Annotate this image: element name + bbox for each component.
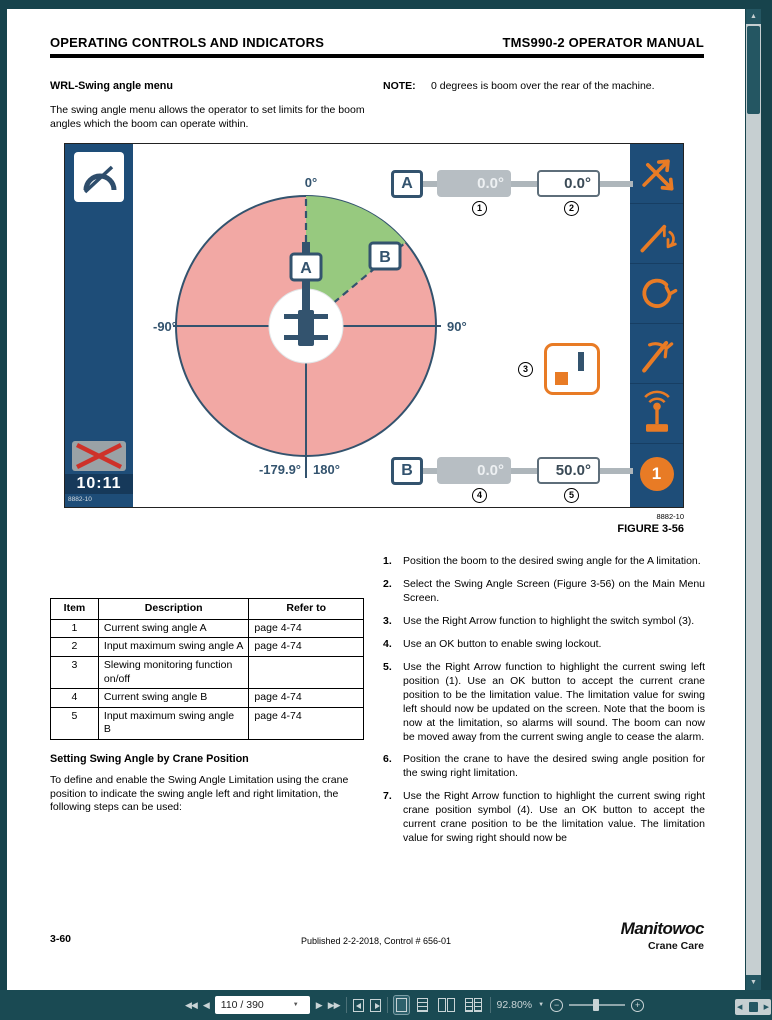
ball-badge: 1 [640, 457, 674, 491]
crossed-out-icon [72, 441, 126, 471]
sidebar-icon-remote-control [630, 384, 683, 444]
connector-line [423, 181, 437, 187]
scroll-left-button[interactable]: ◀ [737, 1004, 743, 1011]
zoom-caret-icon[interactable]: ▼ [538, 1002, 545, 1008]
sidebar-status-stack [65, 441, 133, 504]
intro-paragraph: The swing angle menu allows the operator to set limits for the boom angles which the boom can operate within. [50, 103, 365, 130]
marker-b-label: B [379, 249, 391, 266]
publish-line: Published 2-2-2018, Control # 656-01 [300, 936, 452, 946]
display-left-sidebar [65, 144, 133, 507]
readout-b-current-value: 0.0° [437, 457, 511, 484]
procedure-steps [383, 555, 705, 855]
dial-label-neg90: -90° [153, 319, 177, 334]
callout-4: 4 [472, 488, 487, 503]
page-number: 3-60 [50, 933, 72, 945]
figure-title: FIGURE 3-56 [617, 523, 684, 535]
next-page-button[interactable]: ▶ [315, 999, 322, 1010]
callout-1: 1 [472, 201, 487, 216]
connector-line [511, 468, 537, 474]
zoom-level-display[interactable]: 92.80% [496, 999, 533, 1011]
table-row: 3 Slewing monitoring function on/off [51, 656, 364, 688]
scroll-down-button[interactable]: ▼ [746, 975, 761, 990]
table-row: 5 Input maximum swing angle B page 4-74 [51, 707, 364, 739]
vertical-scrollbar[interactable] [746, 9, 761, 990]
figure-caption [64, 512, 684, 535]
section-heading-setting: Setting Swing Angle by Crane Position [50, 753, 249, 766]
readout-a-current-value: 0.0° [437, 170, 511, 197]
page-caret-icon[interactable]: ▼ [292, 1002, 299, 1008]
readout-a-letter: A [391, 170, 423, 198]
scroll-up-button[interactable]: ▲ [746, 9, 761, 24]
list-item: 6. Position the crane to have the desired swing angle position for the swing right limitation. [383, 753, 705, 780]
figure-3-56 [64, 143, 684, 508]
readout-b-max-value: 50.0° [537, 457, 600, 484]
section-paragraph: To define and enable the Swing Angle Limitation using the crane position to indicate the swing angle left and right limitation, the following steps can be used: [50, 774, 349, 814]
display-main-area [133, 144, 630, 507]
document-page [7, 9, 745, 990]
figure-code: 8882-10 [656, 512, 684, 521]
col-item: Item [51, 599, 99, 620]
col-description: Description [98, 599, 249, 620]
list-item: 7. Use the Right Arrow function to highlight the current swing right crane position symbol (4). Use an OK button to accept the current crane position to be the limitation value. The limitation value for swing right should now be [383, 790, 705, 845]
next-view-button[interactable] [370, 999, 381, 1012]
toolbar-divider [387, 997, 388, 1013]
table-header-row [51, 599, 364, 620]
note-block [383, 79, 705, 93]
callout-3: 3 [518, 362, 533, 377]
marker-a-label: A [300, 260, 312, 277]
dial-label-neg180: -179.9° [258, 462, 301, 477]
item-table [50, 598, 364, 740]
last-page-button[interactable]: ▶▶ [327, 999, 340, 1010]
readout-b-letter: B [391, 457, 423, 485]
readout-a-max-value: 0.0° [537, 170, 600, 197]
readout-b [391, 457, 641, 505]
manitowoc-logo [621, 919, 704, 952]
connector-line [600, 468, 633, 474]
note-label: NOTE: [383, 80, 416, 92]
connector-line [600, 181, 633, 187]
readout-a [391, 170, 641, 218]
slewing-monitor-switch-icon [544, 343, 600, 395]
brand-subtitle: Crane Care [647, 940, 704, 952]
header-left-title: OPERATING CONTROLS AND INDICATORS [50, 35, 325, 50]
zoom-out-button[interactable]: − [550, 999, 563, 1012]
scrollbar-thumb[interactable] [747, 26, 760, 114]
window-top-bar [0, 0, 772, 9]
callout-2: 2 [564, 201, 579, 216]
header-rule [50, 54, 704, 58]
list-item: 5. Use the Right Arrow function to highlight the current swing left position (1). Use an OK button to accept the current crane position to be the limitation value. The limitation value for swing left should now be updated on the screen. Note that the boom is now at the limitation, so alarms will sound. The boom can now be moved away from the current swing angle to cease the alarm. [383, 660, 705, 743]
scroll-right-button[interactable]: ▶ [763, 1004, 769, 1011]
connector-line [511, 181, 537, 187]
view-single-page-button[interactable] [394, 996, 409, 1014]
page-number-input[interactable] [221, 999, 293, 1011]
horizontal-scrollbar-thumb[interactable] [749, 1002, 758, 1012]
sidebar-icon-boom-angle [630, 324, 683, 384]
list-item: 2. Select the Swing Angle Screen (Figure 3-56) on the Main Menu Screen. [383, 577, 705, 604]
view-continuous-facing-button[interactable] [463, 996, 484, 1014]
table-row: 2 Input maximum swing angle A page 4-74 [51, 638, 364, 657]
horizontal-scrollbar[interactable] [735, 999, 771, 1015]
pdf-toolbar [0, 990, 772, 1020]
first-page-button[interactable]: ◀◀ [185, 999, 197, 1010]
page-number-box[interactable] [215, 996, 310, 1014]
callout-5: 5 [564, 488, 579, 503]
header-right-title: TMS990-2 OPERATOR MANUAL [502, 35, 704, 50]
connector-line [423, 468, 437, 474]
dial-label-0: 0° [304, 175, 318, 190]
swing-arch-glyph [77, 156, 121, 198]
list-item: 4. Use an OK button to enable swing lockout. [383, 637, 602, 650]
zoom-slider[interactable] [569, 1004, 625, 1006]
dial-label-180: 180° [313, 462, 340, 477]
running-header [50, 35, 704, 50]
dial-label-90: 90° [447, 319, 467, 334]
section-heading-wrl: WRL-Swing angle menu [50, 80, 173, 92]
intro-section [50, 79, 368, 131]
swing-angle-menu-icon [74, 152, 124, 202]
carbody-symbol [298, 310, 314, 346]
list-item: 1. Position the boom to the desired swing angle for the A limitation. [383, 555, 701, 567]
zoom-slider-thumb[interactable] [593, 999, 599, 1011]
view-facing-button[interactable] [436, 996, 457, 1014]
toolbar-divider [346, 997, 347, 1013]
previous-page-button[interactable]: ◀ [202, 999, 209, 1010]
sidebar-icon-swing-rotate [630, 264, 683, 324]
screen-code: 8882-10 [68, 496, 92, 503]
left-column [50, 598, 364, 815]
table-row: 4 Current swing angle B page 4-74 [51, 689, 364, 708]
zoom-in-button[interactable]: + [631, 999, 644, 1012]
window-right-edge [761, 0, 772, 990]
col-refer: Refer to [249, 599, 364, 620]
switch-off-square [555, 372, 568, 385]
previous-view-button[interactable] [353, 999, 364, 1012]
display-clock: 10:11 [65, 474, 133, 494]
view-continuous-button[interactable] [415, 996, 430, 1014]
switch-on-bar [578, 352, 584, 371]
list-item: 3. Use the Right Arrow function to highlight the switch symbol (3). [383, 614, 695, 627]
table-row: 1 Current swing angle A page 4-74 [51, 619, 364, 638]
note-text: 0 degrees is boom over the rear of the machine. [431, 80, 655, 92]
toolbar-divider [490, 997, 491, 1013]
brand-name: Manitowoc [620, 919, 704, 938]
